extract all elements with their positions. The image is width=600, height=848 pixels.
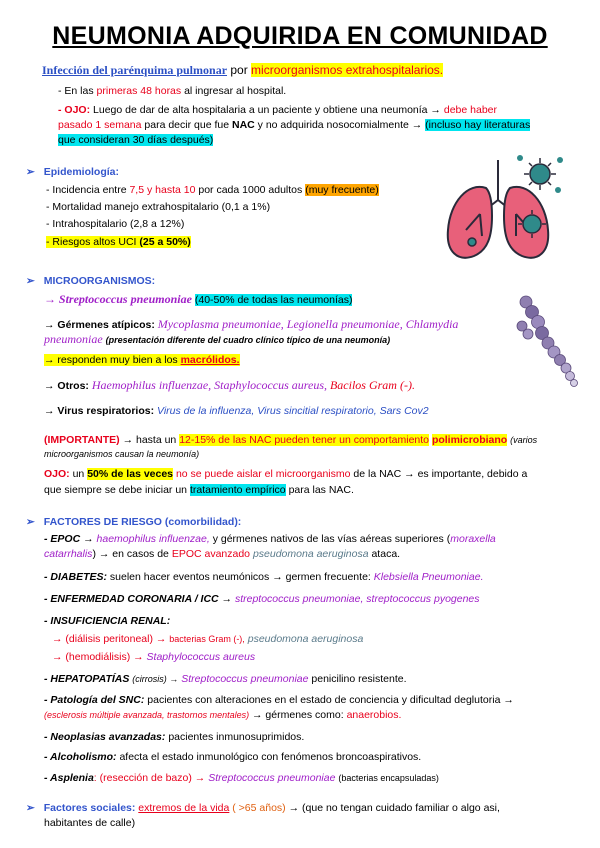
factor-neoplasias: - Neoplasias avanzadas: pacientes inmunosuprimidos. <box>44 731 305 743</box>
micro-importante: (IMPORTANTE) → hasta un 12-15% de las NAC pueden tener un comportamiento polimicrobiano (varios <box>44 434 538 446</box>
definition-term: Infección del parénquima pulmonar <box>42 63 228 77</box>
microorganismos-heading: ➢ MICROORGANISMOS: <box>26 275 156 287</box>
factor-renal: - INSUFICIENCIA RENAL: <box>44 615 171 627</box>
factor-snc: - Patología del SNC: pacientes con alteraciones en el estado de conciencia y dificultad deglutoria → <box>44 694 514 706</box>
factor-snc-cont: (esclerosis múltiple avanzada, trastornos mentales) → gérmenes como: anaerobios. <box>44 709 402 721</box>
sociales-line-cont: habitantes de calle) <box>44 817 136 829</box>
factor-alcoholismo: - Alcoholismo: afecta el estado inmunológico con fenómenos broncoaspirativos. <box>44 751 422 763</box>
micro-importante-cont: microorganismos causan la neumonía) <box>44 449 200 459</box>
intro-bullet-2-cont: pasado 1 semana para decir que fue NAC y no adquirida nosocomialmente → (incluso hay literaturas <box>58 119 531 131</box>
epidemiologia-heading: ➢ Epidemiología: <box>26 166 119 178</box>
page-title: NEUMONIA ADQUIRIDA EN COMUNIDAD <box>52 22 548 50</box>
micro-ojo: OJO: un 50% de las veces no se puede aislar el microorganismo de la NAC → es importante, debido a <box>44 468 528 480</box>
micro-macrolidos: → responden muy bien a los macrólidos. <box>44 354 240 366</box>
intro-bullet-2: - OJO: Luego de dar de alta hospitalaria a un paciente y obtiene una neumonía → debe haber <box>58 104 497 116</box>
intro-bullet-2-cont2: que consideran 30 días después) <box>58 134 214 146</box>
micro-otros: → Otros: Haemophilus influenzae, Staphylococcus aureus, Bacilos Gram (-). <box>44 378 415 392</box>
arrow-bullet-icon: ➢ <box>26 275 35 287</box>
arrow-bullet-icon: ➢ <box>26 516 35 528</box>
micro-atipicos: → Gérmenes atípicos: Mycoplasma pneumoniae, Legionella pneumoniae, Chlamydia <box>44 317 459 331</box>
arrow-bullet-icon: ➢ <box>26 166 35 178</box>
factor-asplenia: - Asplenia: (resección de bazo) → Streptococcus pneumoniae (bacterias encapsuladas) <box>44 772 439 784</box>
micro-streptococcus: → Streptococcus pneumoniae (40-50% de todas las neumonías) <box>44 292 353 306</box>
factor-coronaria: - ENFERMEDAD CORONARIA / ICC → streptococcus pneumoniae, streptococcus pyogenes <box>44 593 480 605</box>
epi-mortalidad: - Mortalidad manejo extrahospitalario (0,1 a 1%) <box>46 201 271 213</box>
streptococcus-chain-icon <box>512 292 584 392</box>
factores-heading: ➢ FACTORES DE RIESGO (comorbilidad): <box>26 516 242 528</box>
epi-intrahospitalario: - Intrahospitalario (2,8 a 12%) <box>46 218 185 230</box>
factor-hepatopatias: - HEPATOPATÍAS (cirrosis) → Streptococcus pneumoniae penicilino resistente. <box>44 673 407 685</box>
micro-ojo-cont: que siempre se debe iniciar un tratamiento empírico para las NAC. <box>44 484 354 496</box>
factor-renal-hemodialisis: → (hemodiálisis) → Staphylococcus aureus <box>52 651 256 663</box>
factor-renal-dialisis: → (diálisis peritoneal) → bacterias Gram (-), pseudomona aeruginosa <box>52 633 364 645</box>
definition-line: Infección del parénquima pulmonar por microorganismos extrahospitalarios. <box>42 63 444 77</box>
micro-virus: → Virus respiratorios: Virus de la influenza, Virus sincitial respiratorio, Sars Cov2 <box>44 405 429 417</box>
intro-bullet-1: - En las primeras 48 horas al ingresar al hospital. <box>58 85 287 97</box>
factor-epoc-cont: catarrhalis) → en casos de EPOC avanzado pseudomona aeruginosa ataca. <box>44 548 401 560</box>
micro-atipicos-cont: pneumoniae (presentación diferente del cuadro clínico típico de una neumonía) <box>44 332 391 346</box>
epi-incidencia: - Incidencia entre 7,5 y hasta 10 por cada 1000 adultos (muy frecuente) <box>46 184 379 196</box>
epi-riesgos: - Riesgos altos UCI (25 a 50%) <box>46 236 191 248</box>
sociales-line: ➢ Factores sociales: extremos de la vida ( >65 años) → (que no tengan cuidado familiar o algo asi, <box>26 802 500 814</box>
lungs-virus-icon <box>440 152 570 270</box>
factor-diabetes: - DIABETES: suelen hacer eventos neumónicos → germen frecuente: Klebsiella Pneumoniae. <box>44 571 484 583</box>
factor-epoc: - EPOC → haemophilus influenzae, y gérmenes nativos de las vías aéreas superiores (moraxella <box>44 533 496 545</box>
arrow-bullet-icon: ➢ <box>26 802 35 814</box>
